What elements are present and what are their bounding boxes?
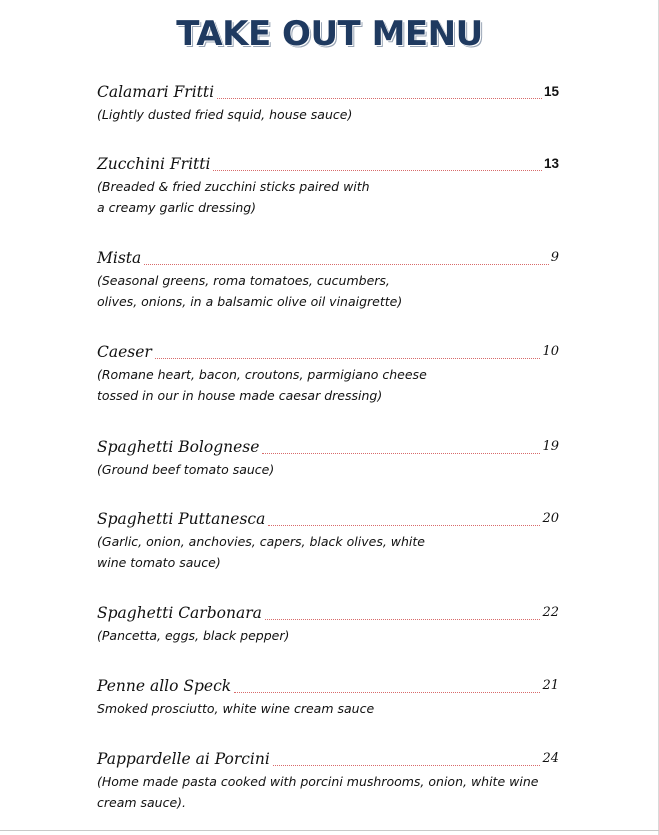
- dot-leader: [273, 765, 541, 766]
- menu-item-spaghetti-carbonara: [97, 601, 559, 646]
- menu-item-price: 19: [542, 439, 559, 454]
- menu-item-description-line: (Ground beef tomato sauce): [97, 462, 275, 477]
- menu-item-description-line: (Breaded & fried zucchini sticks paired with: [97, 179, 370, 194]
- dot-leader: [213, 170, 542, 171]
- menu-item-caeser: [97, 340, 559, 406]
- menu-item-description-line: Smoked prosciutto, white wine cream sauce: [97, 701, 375, 716]
- page-bottom-divider: [0, 830, 659, 831]
- menu-item-header: [97, 80, 559, 102]
- menu-item-description-line: (Lightly dusted fried squid, house sauce): [97, 107, 353, 122]
- menu-item-name: Pappardelle ai Porcini: [97, 750, 270, 768]
- menu-item-header: [97, 152, 559, 174]
- menu-item-description-line: (Pancetta, eggs, black pepper): [97, 628, 290, 643]
- menu-item-description-line: a creamy garlic dressing): [97, 200, 257, 215]
- menu-item-header: [97, 747, 559, 769]
- menu-item-description-line: (Garlic, onion, anchovies, capers, black olives, white: [97, 534, 425, 549]
- menu-item-penne-allo-speck: [97, 674, 559, 719]
- menu-item-spaghetti-bolognese: [97, 435, 559, 480]
- menu-item-price: 20: [542, 511, 559, 526]
- menu-item-price: 21: [542, 678, 559, 693]
- menu-item-price: 22: [542, 605, 559, 620]
- menu-item-header: [97, 435, 559, 457]
- menu-item-header: [97, 340, 559, 362]
- menu-item-name: Spaghetti Puttanesca: [97, 510, 266, 528]
- dot-leader: [144, 264, 548, 265]
- menu-item-name: Spaghetti Carbonara: [97, 604, 262, 622]
- menu-item-description-line: (Home made pasta cooked with porcini mushrooms, onion, white wine: [97, 774, 539, 789]
- menu-item-header: [97, 674, 559, 696]
- menu-item-name: Mista: [97, 249, 142, 267]
- menu-item-name: Spaghetti Bolognese: [97, 438, 260, 456]
- dot-leader: [268, 525, 540, 526]
- menu-item-name: Zucchini Fritti: [97, 155, 211, 173]
- menu-item-description-line: wine tomato sauce): [97, 555, 221, 570]
- menu-item-header: [97, 601, 559, 623]
- menu-item-price: 15: [543, 84, 559, 99]
- menu-item-spaghetti-puttanesca: [97, 507, 559, 573]
- menu-item-mista: [97, 246, 559, 312]
- menu-item-header: [97, 507, 559, 529]
- dot-leader: [234, 692, 540, 693]
- menu-item-description-line: (Seasonal greens, roma tomatoes, cucumbers,: [97, 273, 390, 288]
- dot-leader: [265, 619, 541, 620]
- menu-item-description-line: tossed in our in house made caesar dressing): [97, 388, 383, 403]
- menu-item-name: Calamari Fritti: [97, 83, 215, 101]
- page-title: TAKE OUT MENU: [176, 14, 483, 54]
- menu-item-calamari-fritti: [97, 80, 559, 125]
- dot-leader: [155, 358, 541, 359]
- menu-item-price: 13: [543, 156, 559, 171]
- dot-leader: [262, 453, 540, 454]
- menu-item-price: 10: [542, 344, 559, 359]
- menu-item-description-line: cream sauce).: [97, 795, 187, 810]
- menu-item-pappardelle-ai-porcini: [97, 747, 559, 813]
- menu-item-name: Caeser: [97, 343, 152, 361]
- dot-leader: [217, 98, 542, 99]
- menu-item-name: Penne allo Speck: [97, 677, 232, 695]
- menu-item-price: 9: [550, 250, 559, 265]
- menu-item-description-line: olives, onions, in a balsamic olive oil vinaigrette): [97, 294, 403, 309]
- menu-item-zucchini-fritti: [97, 152, 559, 218]
- menu-item-description-line: (Romane heart, bacon, croutons, parmigiano cheese: [97, 367, 427, 382]
- menu-item-header: [97, 246, 559, 268]
- menu-item-price: 24: [542, 751, 559, 766]
